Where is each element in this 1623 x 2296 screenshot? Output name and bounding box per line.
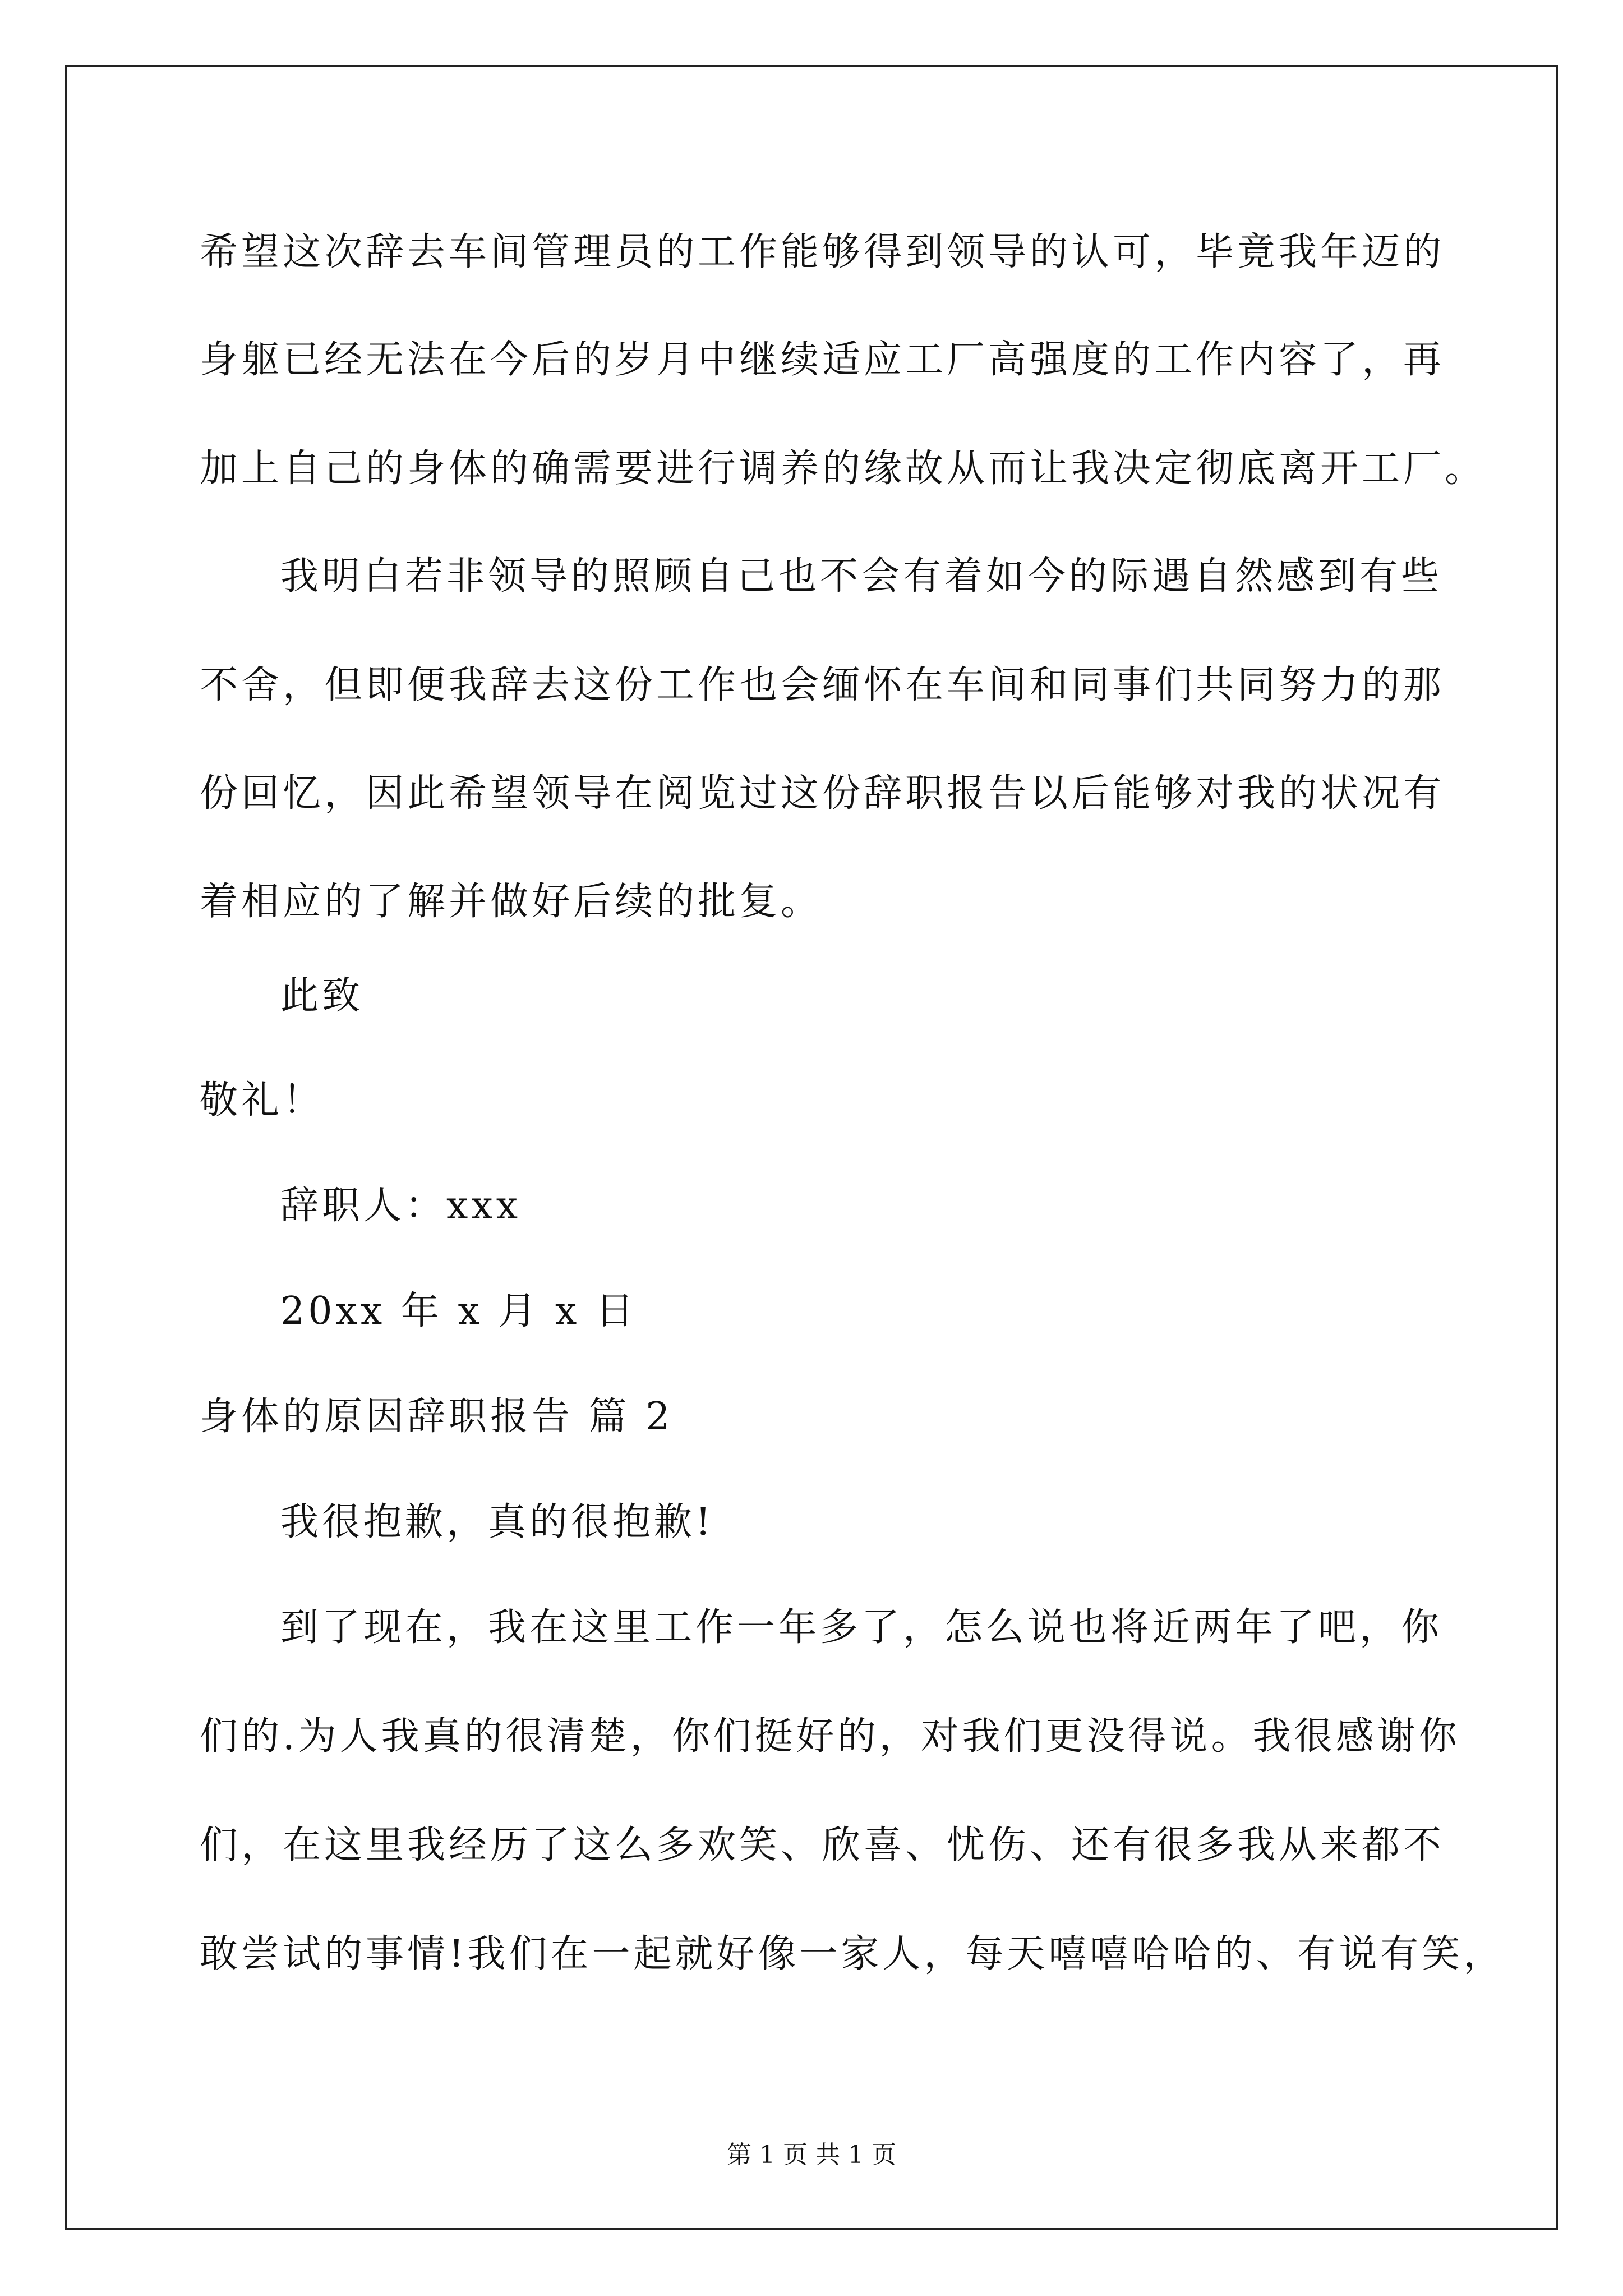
body-line: 加上自己的身体的确需要进行调养的缘故从而让我决定彻底离开工厂。 bbox=[200, 447, 1487, 491]
body-line: 份回忆，因此希望领导在阅览过这份辞职报告以后能够对我的状况有 bbox=[200, 771, 1445, 816]
body-line: 们，在这里我经历了这么多欢笑、欣喜、忧伤、还有很多我从来都不 bbox=[200, 1823, 1445, 1867]
closing-regards: 敬礼！ bbox=[200, 1078, 325, 1122]
body-line: 希望这次辞去车间管理员的工作能够得到领导的认可，毕竟我年迈的 bbox=[200, 230, 1445, 274]
page-border bbox=[65, 65, 1558, 2230]
body-line: 们的.为人我真的很清楚，你们挺好的，对我们更没得说。我很感谢你 bbox=[200, 1714, 1460, 1759]
body-line: 身躯已经无法在今后的岁月中继续适应工厂高强度的工作内容了，再 bbox=[200, 338, 1445, 382]
body-line: 我很抱歉，真的很抱歉! bbox=[280, 1500, 714, 1544]
signature-name: 辞职人：xxx bbox=[280, 1184, 522, 1228]
body-line: 着相应的了解并做好后续的批复。 bbox=[200, 880, 823, 924]
body-line: 到了现在，我在这里工作一年多了，怎么说也将近两年了吧，你 bbox=[280, 1605, 1443, 1650]
body-line: 不舍，但即便我辞去这份工作也会缅怀在车间和同事们共同努力的那 bbox=[200, 663, 1445, 707]
body-line: 敢尝试的事情!我们在一起就好像一家人，每天嘻嘻哈哈的、有说有笑， bbox=[200, 1932, 1505, 1976]
signature-date: 20xx 年 x 月 x 日 bbox=[280, 1289, 638, 1333]
section-heading: 身体的原因辞职报告 篇 2 bbox=[200, 1395, 674, 1439]
page-number-footer: 第 1 页 共 1 页 bbox=[727, 2141, 896, 2169]
body-line: 我明白若非领导的照顾自己也不会有着如今的际遇自然感到有些 bbox=[280, 554, 1443, 599]
closing-salutation: 此致 bbox=[280, 974, 364, 1018]
